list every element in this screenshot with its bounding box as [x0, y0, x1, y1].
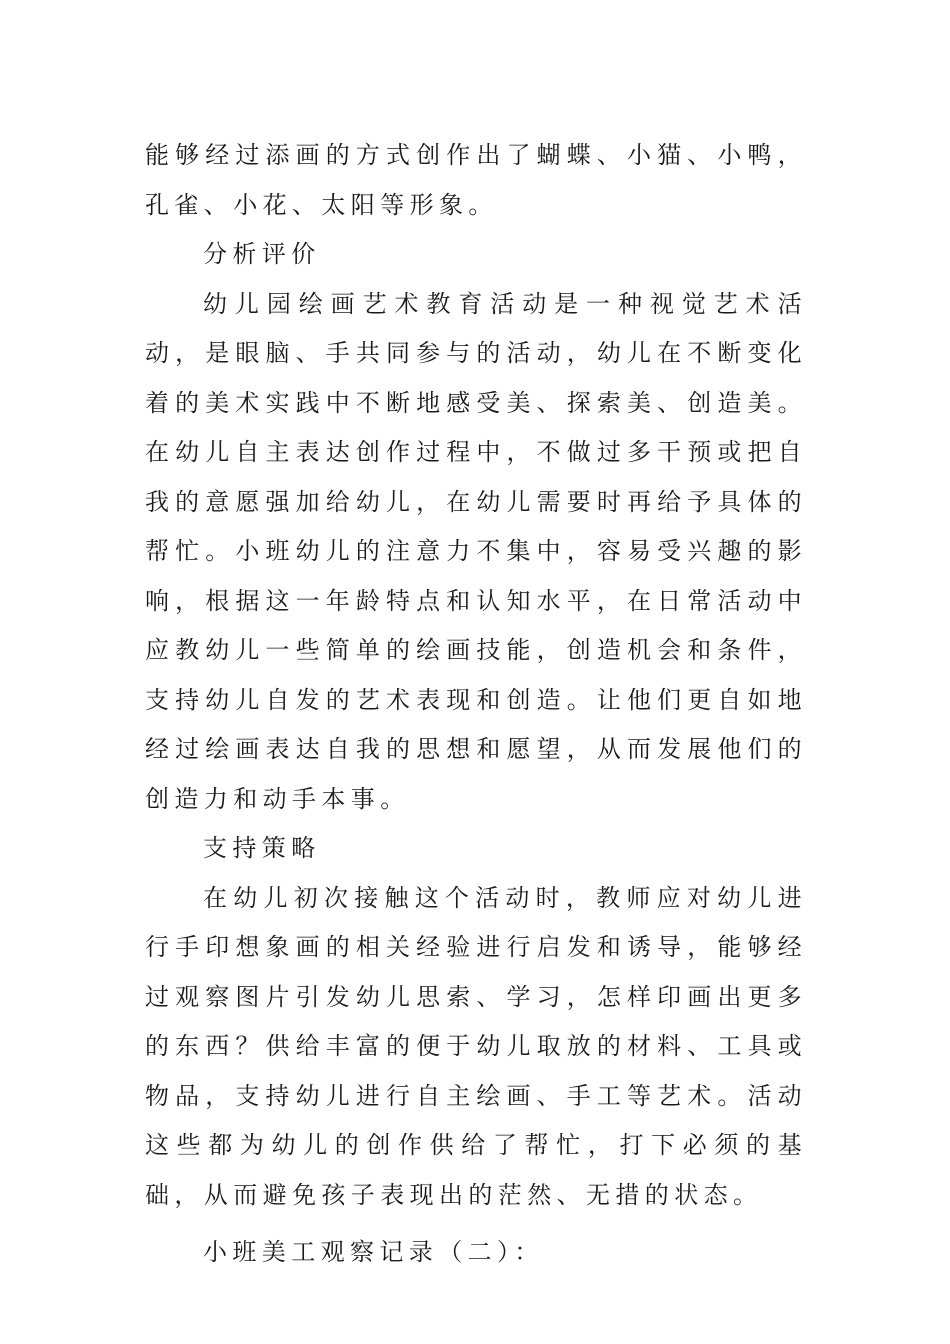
section-heading-record-two: 小班美工观察记录（二）：	[203, 1238, 544, 1266]
paragraph-strategy: 在幼儿初次接触这个活动时，教师应对幼儿进行手印想象画的相关经验进行启发和诱导，能够经过观察图片引发幼儿思索、学习，怎样印画出更多的东西？供给丰富的便于幼儿取放的材料、工具或物品，支持幼儿进行自主绘画、手工等艺术。活动这些都为幼儿的创作供给了帮忙，打下必须的基础，从而避免孩子表现出的茫然、无措的状态。	[145, 883, 807, 1209]
section-heading-strategy: 支持策略	[203, 834, 321, 862]
section-heading-analysis: 分析评价	[203, 240, 321, 268]
paragraph-analysis: 幼儿园绘画艺术教育活动是一种视觉艺术活动，是眼脑、手共同参与的活动，幼儿在不断变化着的美术实践中不断地感受美、探索美、创造美。在幼儿自主表达创作过程中，不做过多干预或把自我的意愿强加给幼儿，在幼儿需要时再给予具体的帮忙。小班幼儿的注意力不集中，容易受兴趣的影响，根据这一年龄特点和认知水平，在日常活动中应教幼儿一些简单的绘画技能，创造机会和条件，支持幼儿自发的艺术表现和创造。让他们更自如地经过绘画表达自我的思想和愿望，从而发展他们的创造力和动手本事。	[145, 289, 807, 813]
paragraph-continued: 能够经过添画的方式创作出了蝴蝶、小猫、小鸭，孔雀、小花、太阳等形象。	[145, 141, 807, 219]
document-page	[145, 131, 807, 1278]
